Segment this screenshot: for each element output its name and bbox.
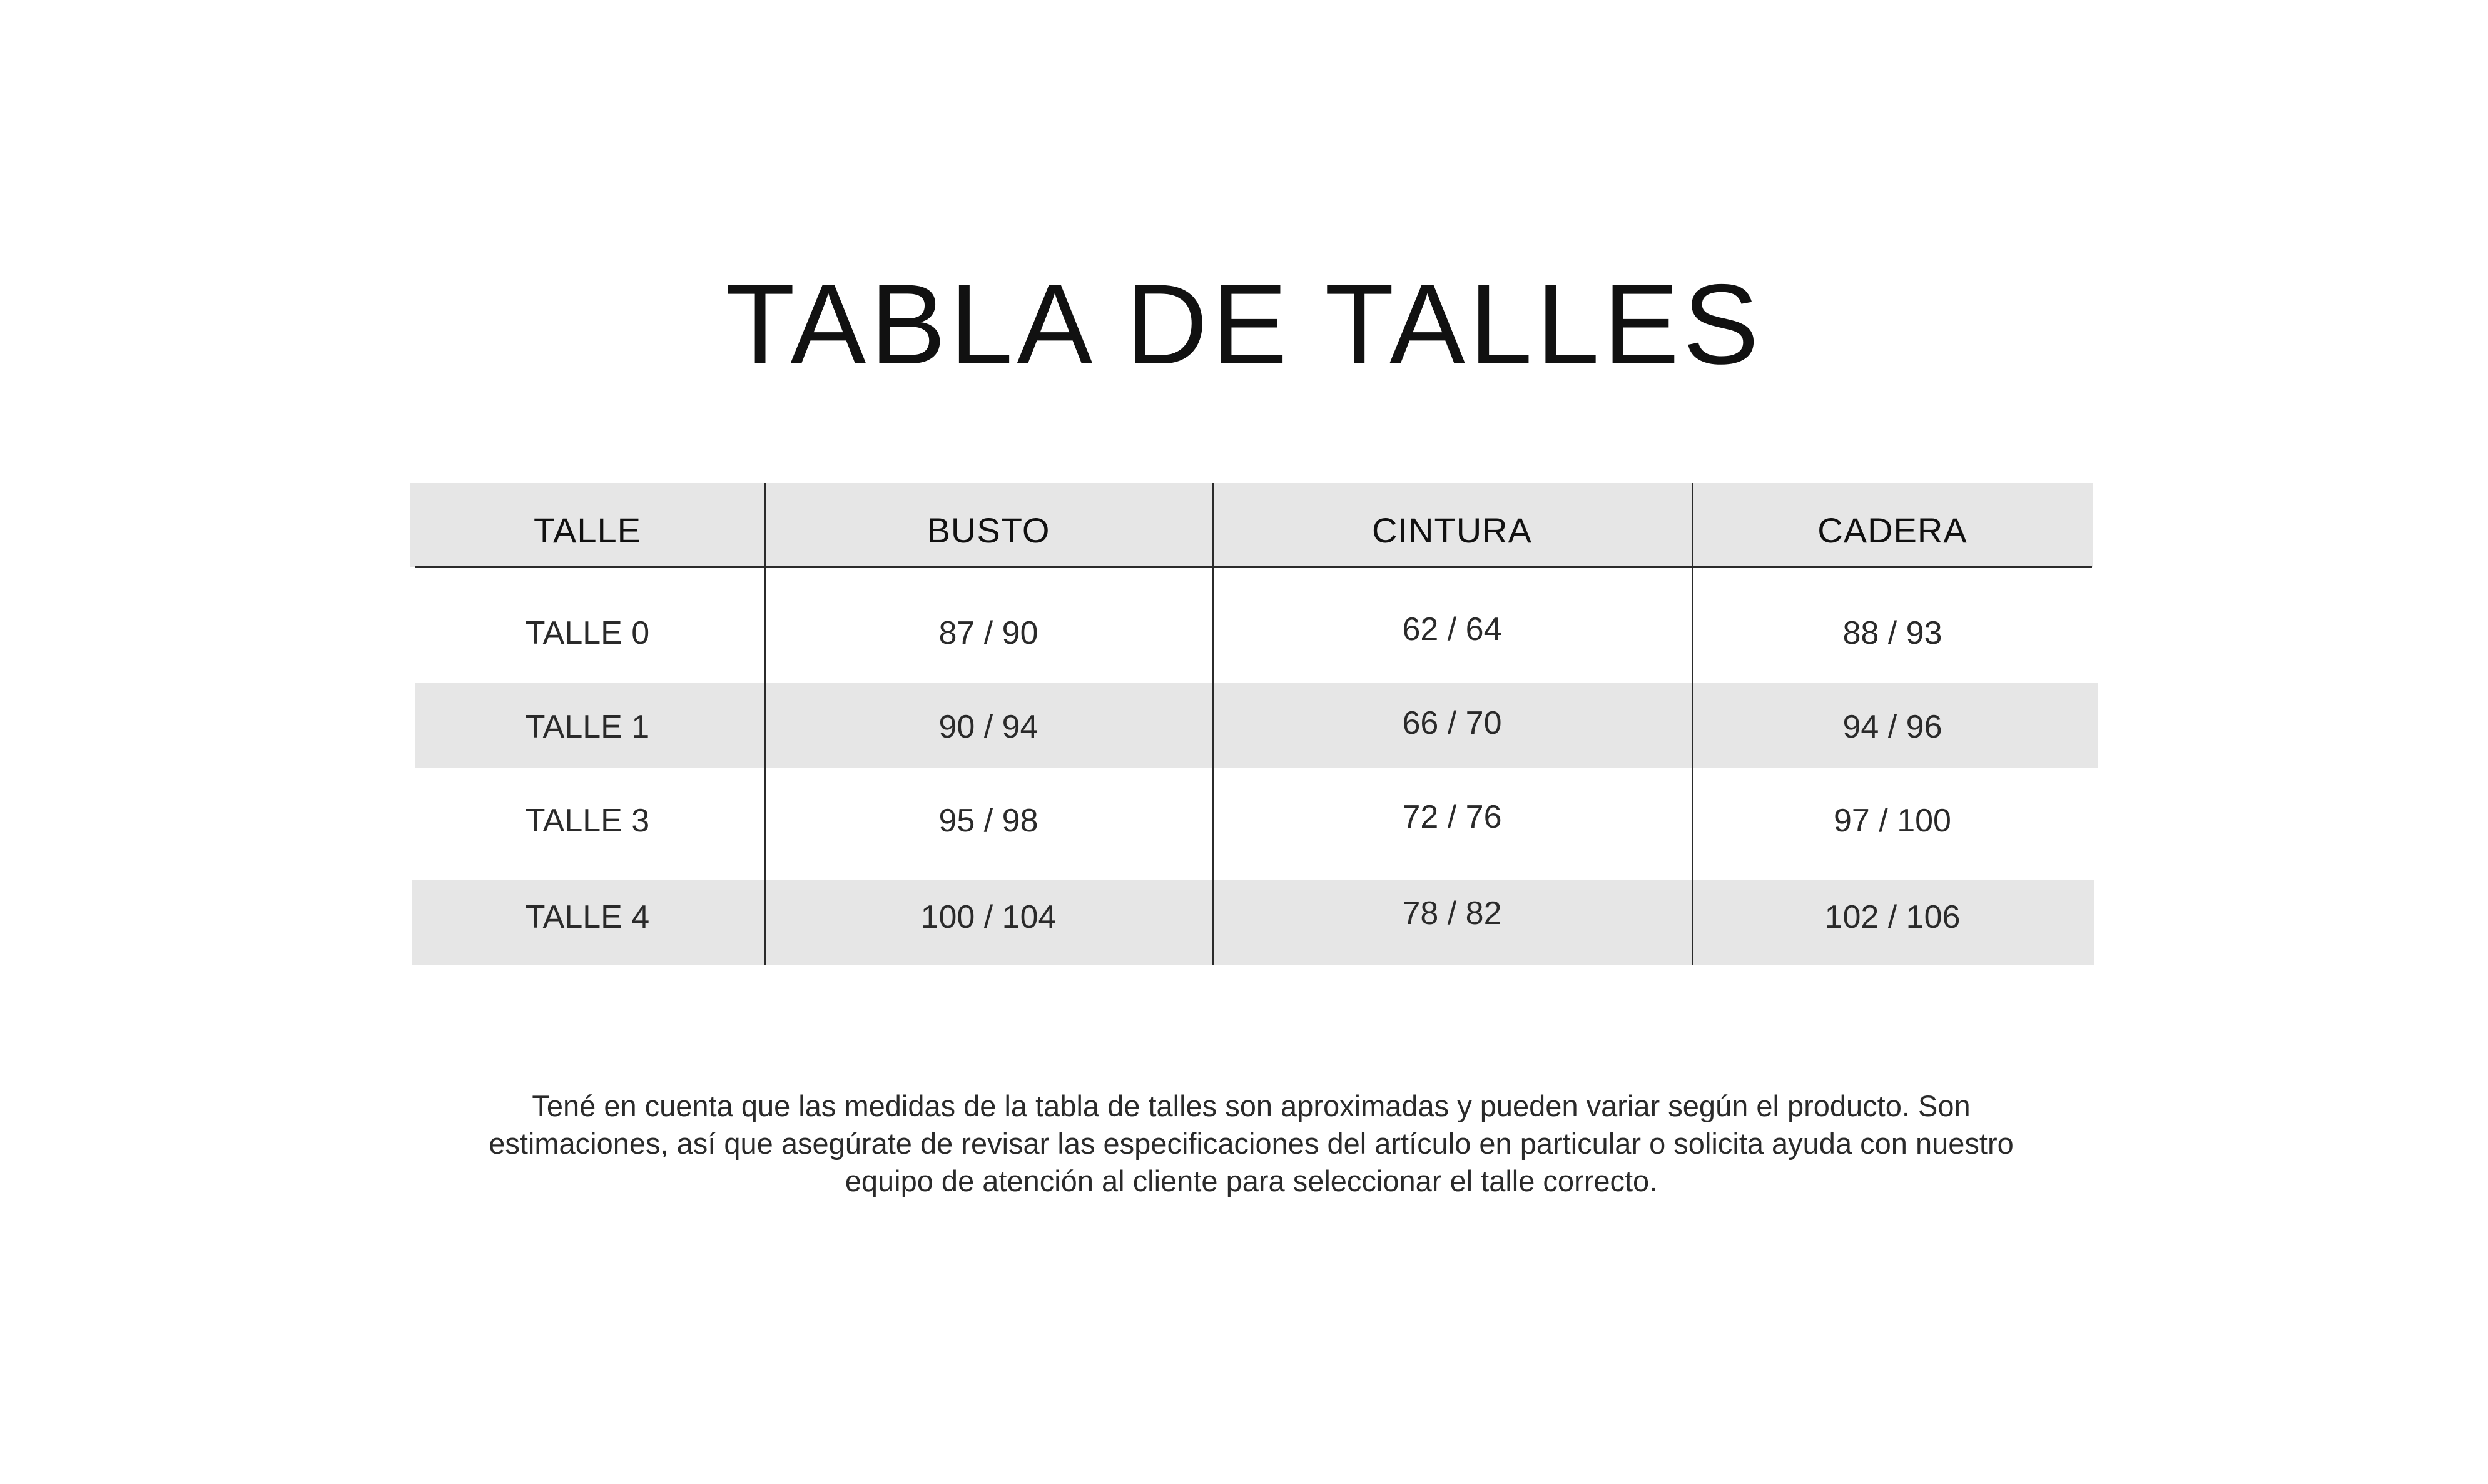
- cell-busto: 100 / 104: [920, 899, 1057, 935]
- size-table: [410, 483, 2093, 965]
- cell-cadera: 97 / 100: [1834, 803, 1951, 839]
- cell-talle: TALLE 1: [525, 709, 650, 745]
- header-talle: TALLE: [533, 511, 642, 550]
- cell-cintura: 66 / 70: [1402, 705, 1502, 741]
- disclaimer-line: Tené en cuenta que las medidas de la tabla de talles son aproximadas y pueden variar según el producto. Son: [532, 1089, 1971, 1122]
- cell-busto: 90 / 94: [938, 709, 1038, 745]
- cell-talle: TALLE 4: [525, 899, 650, 935]
- cell-cintura: 72 / 76: [1402, 799, 1502, 835]
- cell-busto: 87 / 90: [938, 615, 1038, 651]
- cell-talle: TALLE 0: [525, 615, 650, 651]
- cell-talle: TALLE 3: [525, 803, 650, 839]
- header-cintura: CINTURA: [1372, 511, 1532, 550]
- cell-busto: 95 / 98: [938, 803, 1038, 839]
- disclaimer-line: equipo de atención al cliente para seleccionar el talle correcto.: [845, 1164, 1658, 1197]
- header-cadera: CADERA: [1817, 511, 1968, 550]
- disclaimer-line: estimaciones, así que asegúrate de revisar las especificaciones del artículo en particular o solicita ayuda con nuestro: [489, 1127, 2014, 1160]
- header-divider: [415, 566, 2092, 568]
- cell-cintura: 62 / 64: [1402, 611, 1502, 648]
- header-busto: BUSTO: [927, 511, 1050, 550]
- disclaimer-note: [375, 1087, 2127, 1200]
- page-title: TABLA DE TALLES: [725, 260, 1763, 388]
- cell-cadera: 94 / 96: [1842, 709, 1942, 745]
- cell-cadera: 88 / 93: [1842, 615, 1942, 651]
- cell-cadera: 102 / 106: [1824, 899, 1961, 935]
- cell-cintura: 78 / 82: [1402, 895, 1502, 932]
